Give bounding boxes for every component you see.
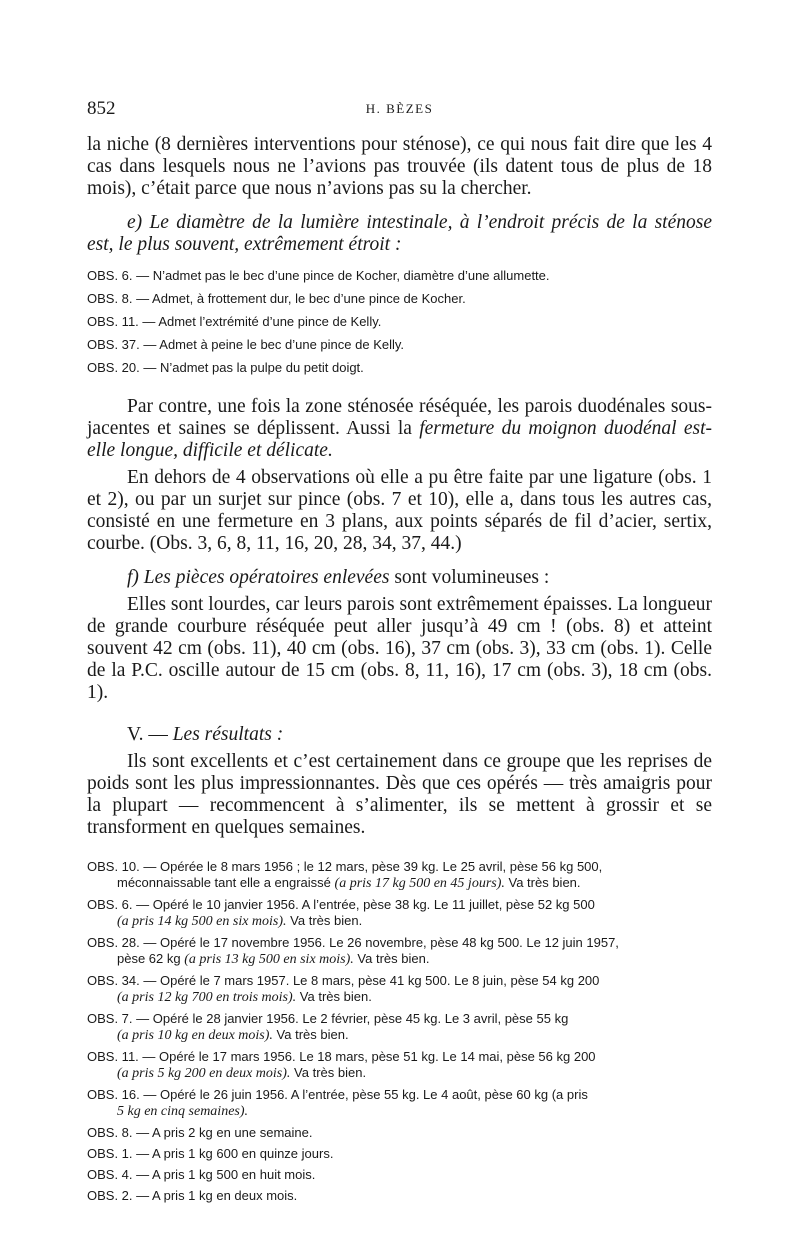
observation-cont-end: Va très bien. (290, 913, 363, 928)
paragraph-ligature: En dehors de 4 observations où elle a pu être faite par une ligature (obs. 1 et 2), ou par un surjet sur pince (obs. 7 et 10), elle a, dans tous les autres cas, consisté en une fermeture en 3 plans, aux points séparés de fil d’acier, sertix, courbe. (Obs. 3, 6, 8, 11, 16, 20, 28, 34, 37, 44.) (87, 467, 712, 554)
observation-text: — A pris 1 kg en deux mois. (136, 1188, 298, 1203)
observation-text: — Opéré le 10 janvier 1956. A l’entrée, pèse 38 kg. Le 11 juillet, pèse 52 kg 500 (136, 897, 595, 912)
observation-id: OBS. 8. (87, 1125, 133, 1140)
paragraph-resultats: Ils sont excellents et c’est certainement dans ce groupe que les reprises de poids sont les plus impressionnantes. Dès que ces opérés — très amaigris pour la plupart — recommencent à s’alimenter, ils se mettent à grossir et se transforment en quelques semaines. (87, 751, 712, 838)
section-f-label: f) (127, 567, 139, 588)
observation-first-line (87, 1146, 712, 1162)
observation-text: — Opéré le 17 novembre 1956. Le 26 novembre, pèse 48 kg 500. Le 12 juin 1957, (143, 935, 619, 950)
observation-id: OBS. 2. (87, 1188, 133, 1203)
observation-first-line (87, 973, 712, 989)
observation-id: OBS. 28. (87, 935, 140, 950)
observation-item (87, 1188, 712, 1204)
observation-cont-end: Va très bien. (357, 951, 430, 966)
observation-id: OBS. 37. (87, 337, 140, 352)
observation-text: — A pris 2 kg en une semaine. (136, 1125, 313, 1140)
observation-text: — Opéré le 7 mars 1957. Le 8 mars, pèse 41 kg 500. Le 8 juin, pèse 54 kg 200 (143, 973, 600, 988)
observation-item (87, 1011, 712, 1044)
observation-item (87, 973, 712, 1006)
observation-id: OBS. 34. (87, 973, 140, 988)
observation-cont-text: méconnaissable tant elle a engraissé (117, 875, 331, 890)
paragraph-fermeture-italic: fermeture du moignon duodénal est-elle longue, difficile et délicate. (87, 418, 712, 461)
observation-first-line (87, 1188, 712, 1204)
observation-first-line (87, 897, 712, 913)
observation-continuation (87, 951, 712, 968)
observation-id: OBS. 8. (87, 291, 133, 306)
observation-item (87, 291, 712, 307)
observation-first-line (87, 1049, 712, 1065)
observation-id: OBS. 11. (87, 314, 139, 329)
observation-item (87, 1087, 712, 1120)
observation-text: — N’admet pas le bec d’une pince de Kocher, diamètre d’une allumette. (136, 268, 550, 283)
paragraph-pieces: Elles sont lourdes, car leurs parois sont extrêmement épaisses. La longueur de grande courbure réséquée peut aller jusqu’à 49 cm ! (obs. 8) et atteint souvent 42 cm (obs. 11), 40 cm (obs. 16), 37 cm (obs. 3), 33 cm (obs. 1). Celle de la P.C. oscille autour de 15 cm (obs. 8, 11, 16), 17 cm (obs. 3), 18 cm (obs. 1). (87, 594, 712, 703)
observation-continuation (87, 1065, 712, 1082)
observation-first-line (87, 1167, 712, 1183)
observation-first-line (87, 1087, 712, 1103)
observation-text: — Admet l’extrémité d’une pince de Kelly. (142, 314, 382, 329)
observations-list-stenosis (87, 268, 712, 376)
observation-item (87, 268, 712, 284)
page-body (87, 134, 712, 1204)
observation-item (87, 314, 712, 330)
section-e-heading (87, 212, 712, 256)
observation-continuation (87, 989, 712, 1006)
observation-cont-italic: (a pris 17 kg 500 en 45 jours). (334, 876, 505, 891)
observation-id: OBS. 20. (87, 360, 140, 375)
observation-item (87, 360, 712, 376)
observation-id: OBS. 6. (87, 268, 133, 283)
observation-item (87, 897, 712, 930)
paragraph-fermeture-text: Par contre, une fois la zone sténosée réséquée, les parois duodénales sous-jacentes et saines se déplissent. Aussi la (87, 396, 712, 439)
section-f-heading (87, 567, 712, 589)
observation-text: — Admet, à frottement dur, le bec d’une pince de Kocher. (136, 291, 466, 306)
observation-text: — Opéré le 26 juin 1956. A l’entrée, pèse 55 kg. Le 4 août, pèse 60 kg (a pris (143, 1087, 588, 1102)
section-e-label: e) (127, 212, 143, 233)
observation-item (87, 337, 712, 353)
observation-item (87, 1146, 712, 1162)
observation-first-line (87, 935, 712, 951)
paragraph-fermeture (87, 396, 712, 462)
section-v-title: Les résultats : (172, 724, 284, 745)
observation-id: OBS. 7. (87, 1011, 133, 1026)
observation-text: — Admet à peine le bec d’une pince de Kelly. (143, 337, 405, 352)
observation-cont-italic: 5 kg en cinq semaines). (117, 1104, 249, 1119)
observation-cont-end: Va très bien. (294, 1065, 367, 1080)
observation-id: OBS. 10. (87, 859, 140, 874)
observation-cont-italic: (a pris 14 kg 500 en six mois). (117, 914, 287, 929)
observation-item (87, 859, 712, 892)
observation-id: OBS. 4. (87, 1167, 133, 1182)
observation-first-line (87, 1125, 712, 1141)
section-v-label: V. — (127, 724, 168, 745)
observation-cont-italic: (a pris 12 kg 700 en trois mois). (117, 990, 297, 1005)
observation-text: — A pris 1 kg 600 en quinze jours. (136, 1146, 334, 1161)
page-number: 852 (87, 98, 116, 119)
observation-first-line (87, 1011, 712, 1027)
observation-first-line (87, 859, 712, 875)
observation-cont-text: pèse 62 kg (117, 951, 181, 966)
observation-cont-end: Va très bien. (508, 875, 581, 890)
section-f-italic: Les pièces opératoires enlevées (143, 567, 390, 588)
section-f-text: sont volumineuses : (394, 567, 550, 588)
observations-list-results (87, 859, 712, 1204)
observation-cont-end: Va très bien. (299, 989, 372, 1004)
paragraph-continuation: la niche (8 dernières interventions pour sténose), ce qui nous fait dire que les 4 cas dans lesquels nous ne l’avions pas trouvée (ils datent tous de plus de 18 mois), c’était parce que nous n’avions pas su la chercher. (87, 134, 712, 199)
observation-item (87, 1167, 712, 1183)
observation-cont-italic: (a pris 5 kg 200 en deux mois). (117, 1066, 291, 1081)
observation-id: OBS. 6. (87, 897, 133, 912)
observation-continuation (87, 1103, 712, 1120)
section-v-heading (87, 724, 712, 746)
observation-id: OBS. 16. (87, 1087, 140, 1102)
observation-cont-end: Va très bien. (276, 1027, 349, 1042)
observation-text: — Opérée le 8 mars 1956 ; le 12 mars, pèse 39 kg. Le 25 avril, pèse 56 kg 500, (143, 859, 603, 874)
observation-id: OBS. 11. (87, 1049, 139, 1064)
observation-text: — N’admet pas la pulpe du petit doigt. (143, 360, 364, 375)
observation-item (87, 1049, 712, 1082)
observation-id: OBS. 1. (87, 1146, 133, 1161)
observation-text: — Opéré le 17 mars 1956. Le 18 mars, pèse 51 kg. Le 14 mai, pèse 56 kg 200 (142, 1049, 596, 1064)
section-e-text: Le diamètre de la lumière intestinale, à l’endroit précis de la sténose est, le plus souvent, extrêmement étroit : (87, 212, 712, 255)
observation-continuation (87, 875, 712, 892)
observation-cont-italic: (a pris 13 kg 500 en six mois). (184, 952, 354, 967)
running-head-author: H. BÈZES (365, 101, 434, 116)
observation-cont-italic: (a pris 10 kg en deux mois). (117, 1028, 273, 1043)
observation-text: — A pris 1 kg 500 en huit mois. (136, 1167, 316, 1182)
observation-item (87, 1125, 712, 1141)
observation-item (87, 935, 712, 968)
observation-text: — Opéré le 28 janvier 1956. Le 2 février, pèse 45 kg. Le 3 avril, pèse 55 kg (136, 1011, 569, 1026)
running-header (87, 98, 712, 122)
observation-continuation (87, 913, 712, 930)
observation-continuation (87, 1027, 712, 1044)
